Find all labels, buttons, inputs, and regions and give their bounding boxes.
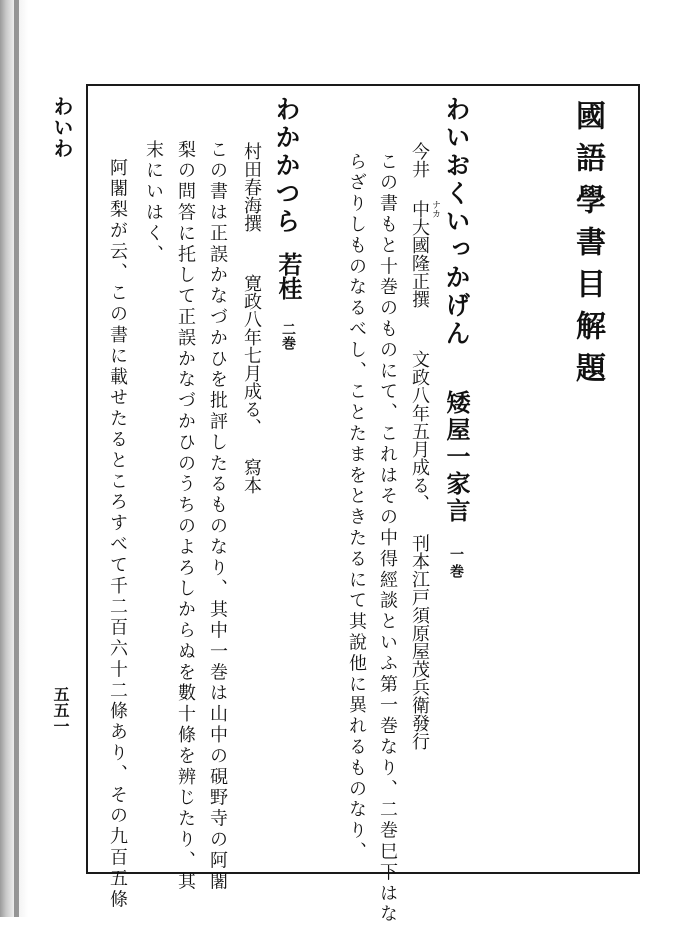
entry2-meta bbox=[242, 142, 260, 494]
entry1-meta bbox=[409, 142, 440, 750]
entry2-author: 村田春海撰 bbox=[241, 142, 262, 232]
entry1-author-ruby: ナカ bbox=[430, 200, 440, 218]
entry2-body-line-1: この書は正誤かなづかひを批評したるものなり、其中一巻は山中の硯野寺の阿闍 bbox=[207, 140, 228, 893]
entry2-date: 寛政八年七月成る、 bbox=[241, 274, 262, 436]
entry1-author: 中大國隆正撰 bbox=[409, 200, 430, 308]
entry1-reading: わいおくいっかげん bbox=[442, 96, 471, 348]
entry1-heading bbox=[444, 96, 469, 581]
page-number: 五五一 bbox=[51, 686, 70, 734]
book-title: 國語學書目解題 bbox=[570, 100, 605, 394]
binding-edge bbox=[14, 0, 19, 917]
entry2-volumes: 二巻 bbox=[280, 322, 296, 350]
entry2-heading bbox=[274, 96, 299, 236]
running-head: わいわ bbox=[50, 96, 74, 159]
entry1-date: 文政八年五月成る、 bbox=[409, 350, 430, 512]
entry2-body-line-2: 梨の問答に托して正誤かなづかひのうちのよろしからぬを數十條を辨じたり、其 bbox=[175, 140, 196, 893]
entry2-title: 若桂 bbox=[274, 252, 303, 300]
page-left-shadow bbox=[0, 0, 40, 917]
entry1-body-line-2: らざりしものなるべし、ことたまをときたるにて其說他に異れるものなり、 bbox=[346, 152, 367, 863]
entry1-body-line-1: この書もと十巻のものにて、これはその中得經談といふ第一巻なり、二巻巳下はな bbox=[377, 152, 398, 925]
entry1-title: 矮屋一家言 bbox=[442, 390, 471, 525]
entry2-format: 寫本 bbox=[241, 458, 262, 494]
entry2-title-group bbox=[274, 252, 303, 350]
entry1-publication: 刊本江戸須原屋茂兵衛發行 bbox=[409, 534, 430, 750]
entry1-volumes: 一巻 bbox=[448, 547, 464, 581]
entry2-body-line-3: 末にいはく、 bbox=[143, 140, 164, 266]
entry2-reading: わかかつら bbox=[272, 96, 301, 236]
entry1-author-prefix: 今井 bbox=[409, 142, 430, 178]
entry2-body-line-4: 阿闍梨が云、この書に載せたるところすべて千二百六十二條あり、その九百五條 bbox=[107, 158, 128, 911]
